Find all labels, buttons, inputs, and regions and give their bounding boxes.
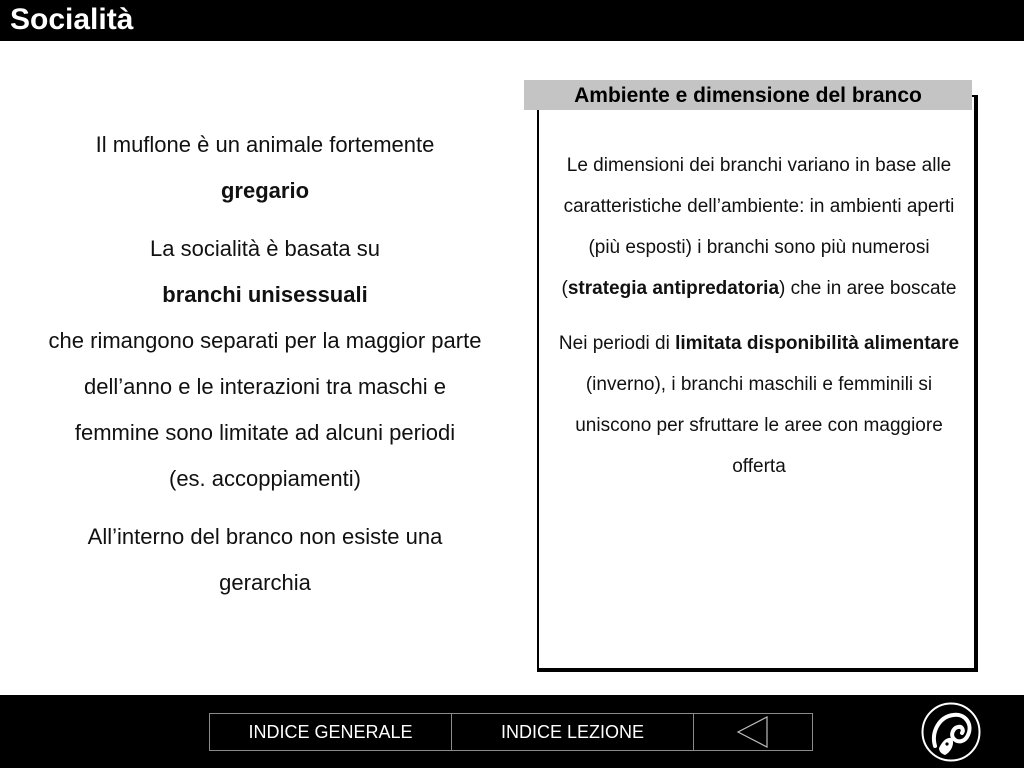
info-box-title: Ambiente e dimensione del branco [524, 80, 972, 110]
sociality-rest: che rimangono separati per la maggior parte dell’anno e le interazioni tra maschi e femmine sono limitate ad alcuni periodi [48, 328, 482, 445]
back-button[interactable] [694, 714, 812, 750]
food-text-end: (inverno), i branchi maschili e femminili si uniscono per sfruttare le aree con maggiore offerta [575, 374, 943, 477]
sociality-paragraph [45, 226, 485, 502]
sociality-example: (es. accoppiamenti) [169, 466, 361, 491]
mouflon-logo-icon[interactable] [921, 702, 981, 762]
environment-bold: strategia antipredatoria [567, 278, 780, 299]
food-bold: limitata disponibilità alimentare [675, 333, 960, 354]
gregarious-text: Il muflone è un animale fortemente [95, 132, 435, 157]
sociality-text: La socialità è basata su [150, 236, 380, 261]
left-text-column [45, 122, 485, 618]
page-title: Socialità [10, 3, 134, 36]
back-triangle-icon [736, 716, 770, 748]
environment-text-start: Le dimensioni dei branchi variano in base alle caratteristiche dell’ambiente: in ambienti aperti (più esposti) i branchi sono più numerosi ( [561, 155, 955, 299]
footer-bar [0, 695, 1024, 768]
sociality-bold: branchi unisessuali [162, 282, 368, 307]
navigation-bar [209, 713, 813, 751]
title-bar [0, 0, 1024, 41]
lesson-index-button[interactable]: INDICE LEZIONE [452, 714, 694, 750]
gregarious-bold: gregario [220, 178, 310, 203]
general-index-button[interactable]: INDICE GENERALE [210, 714, 452, 750]
environment-paragraph [546, 145, 972, 309]
food-paragraph [546, 323, 972, 487]
environment-text-end: ) che in aree boscate [779, 278, 957, 299]
hierarchy-paragraph: All’interno del branco non esiste una gerarchia [87, 524, 443, 595]
gregarious-paragraph [45, 122, 485, 214]
info-box-text [546, 145, 972, 501]
food-text-start: Nei periodi di [558, 333, 676, 354]
